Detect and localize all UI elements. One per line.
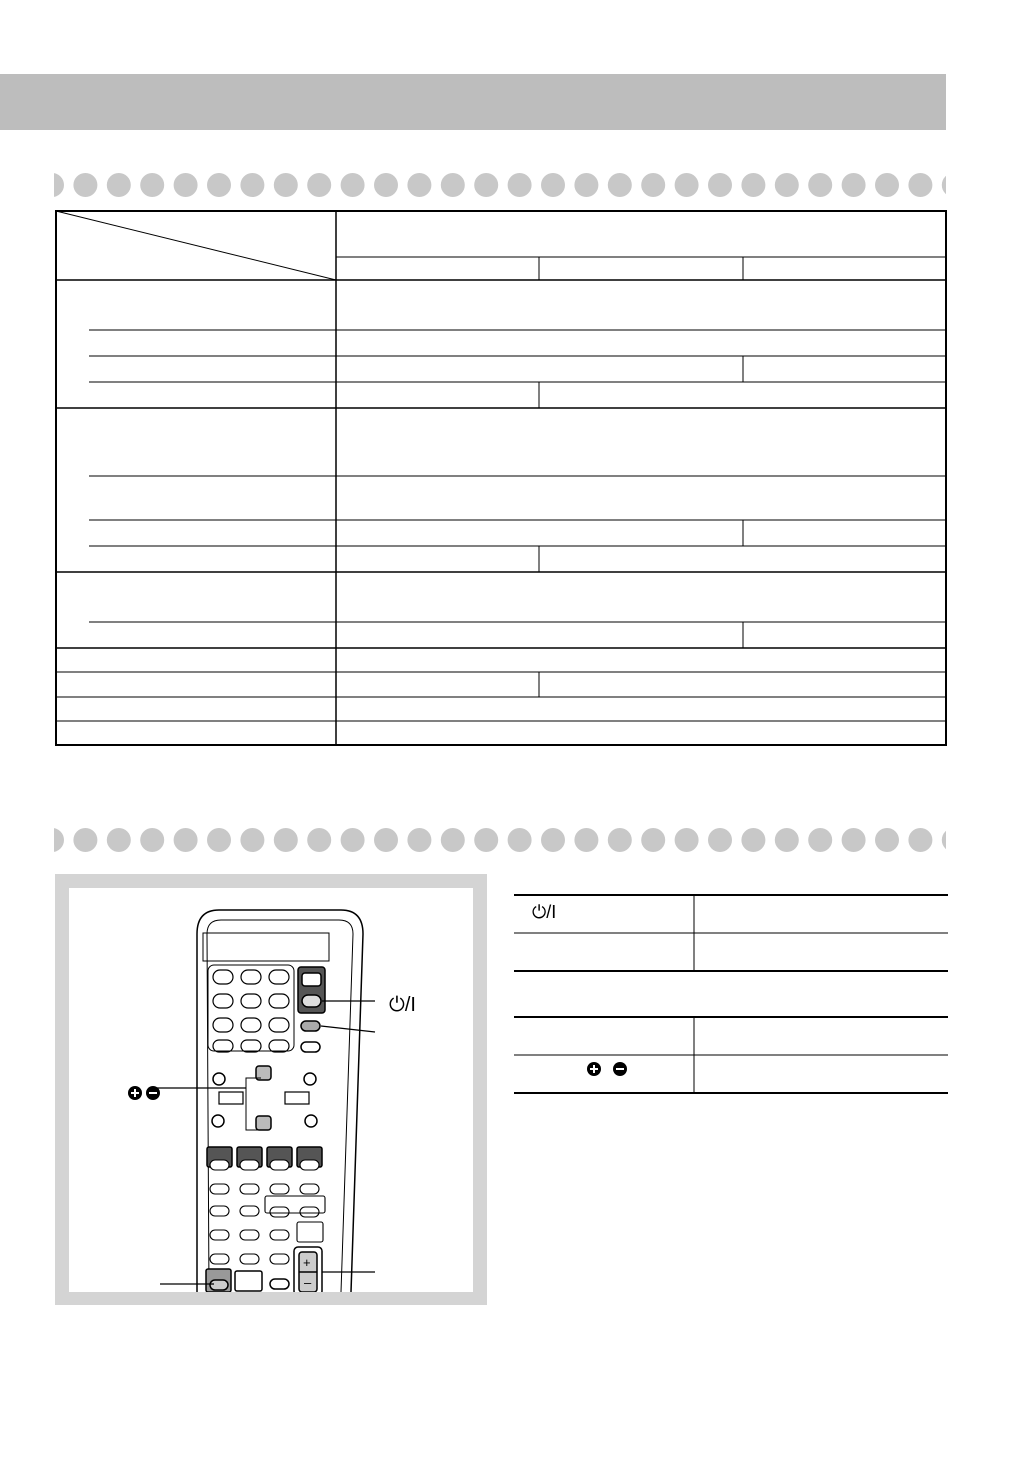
divider-dot <box>54 828 64 852</box>
divider-dot <box>842 828 866 852</box>
divider-dot <box>508 828 532 852</box>
divider-dot <box>274 828 298 852</box>
divider-dot <box>307 173 331 197</box>
svg-text:+: + <box>303 1255 311 1270</box>
spec-table <box>55 210 947 746</box>
function-table <box>514 894 948 1096</box>
divider-dot <box>641 173 665 197</box>
divider-dot <box>140 828 164 852</box>
divider-dot <box>73 173 97 197</box>
dot-divider-top <box>54 172 946 198</box>
divider-dot <box>174 828 198 852</box>
divider-dot <box>508 173 532 197</box>
divider-dot <box>541 828 565 852</box>
divider-dot <box>942 828 946 852</box>
power-callout-label: ⏻/I <box>389 994 416 1016</box>
divider-dot <box>875 828 899 852</box>
divider-dot <box>574 828 598 852</box>
divider-dot <box>240 173 264 197</box>
divider-dot <box>274 173 298 197</box>
divider-dot <box>842 173 866 197</box>
remote-figure <box>69 888 473 1292</box>
divider-dot <box>73 828 97 852</box>
divider-dot <box>207 828 231 852</box>
divider-dot <box>775 173 799 197</box>
divider-dot <box>808 828 832 852</box>
divider-dot <box>174 173 198 197</box>
divider-dot <box>140 173 164 197</box>
divider-dot <box>741 173 765 197</box>
dot-divider-bottom <box>54 827 946 853</box>
divider-dot <box>207 173 231 197</box>
divider-dot <box>341 828 365 852</box>
divider-dot <box>307 828 331 852</box>
divider-dot <box>441 828 465 852</box>
divider-dot <box>808 173 832 197</box>
divider-dot <box>54 173 64 197</box>
divider-dot <box>574 173 598 197</box>
divider-dot <box>474 173 498 197</box>
divider-dot <box>641 828 665 852</box>
divider-dot <box>708 828 732 852</box>
divider-dot <box>107 173 131 197</box>
divider-dot <box>474 828 498 852</box>
divider-dot <box>675 828 699 852</box>
divider-dot <box>908 828 932 852</box>
divider-dot <box>374 173 398 197</box>
divider-dot <box>675 173 699 197</box>
divider-dot <box>608 828 632 852</box>
divider-dot <box>441 173 465 197</box>
divider-dot <box>107 828 131 852</box>
divider-dot <box>741 828 765 852</box>
divider-dot <box>608 173 632 197</box>
section-header-band <box>0 74 946 130</box>
divider-dot <box>341 173 365 197</box>
divider-dot <box>407 173 431 197</box>
divider-dot <box>708 173 732 197</box>
divider-dot <box>541 173 565 197</box>
remote-figure-panel <box>55 874 487 1305</box>
svg-text:–: – <box>304 1275 312 1290</box>
divider-dot <box>942 173 946 197</box>
divider-dot <box>775 828 799 852</box>
divider-dot <box>875 173 899 197</box>
divider-dot <box>240 828 264 852</box>
divider-dot <box>374 828 398 852</box>
divider-dot <box>407 828 431 852</box>
divider-dot <box>908 173 932 197</box>
func-power-label: ⏻/I <box>532 902 557 922</box>
